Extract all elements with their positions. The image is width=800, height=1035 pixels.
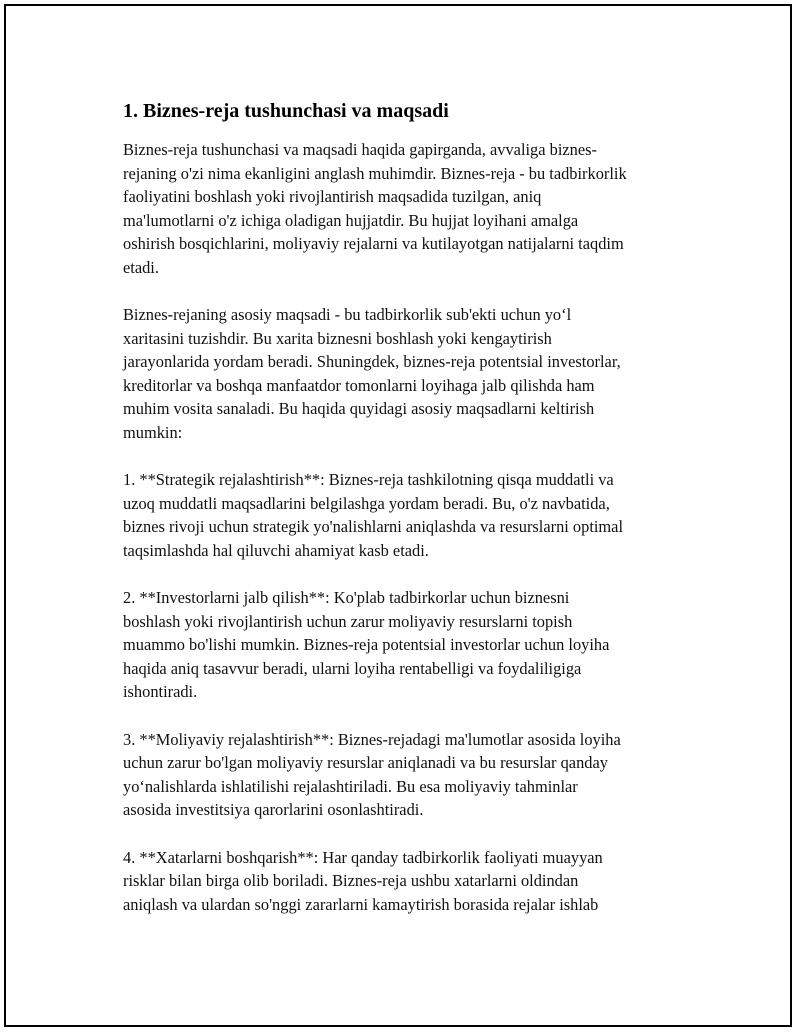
text-line: uchun zarur bo'lgan moliyaviy resurslar aniqlanadi va bu resurslar qanday bbox=[123, 753, 608, 772]
text-line: 2. **Investorlarni jalb qilish**: Ko'plab tadbirkorlar uchun biznesni bbox=[123, 588, 570, 607]
text-line: asosida investitsiya qarorlarini osonlashtiradi. bbox=[123, 800, 424, 819]
paragraph-intro bbox=[123, 138, 693, 279]
section-heading: 1. Biznes-reja tushunchasi va maqsadi bbox=[123, 100, 449, 122]
text-line: jarayonlarida yordam beradi. Shuningdek, biznes-reja potentsial investorlar, bbox=[123, 352, 621, 371]
page-frame bbox=[4, 4, 792, 1027]
text-line: ishontiradi. bbox=[123, 682, 198, 701]
text-line: 3. **Moliyaviy rejalashtirish**: Biznes-rejadagi ma'lumotlar asosida loyiha bbox=[123, 729, 621, 749]
text-line: xaritasini tuzishdir. Bu xarita biznesni boshlash yoki kengaytirish bbox=[123, 328, 552, 348]
text-line: biznes rivoji uchun strategik yo'nalishlarni aniqlashda va resurslarni optimal bbox=[123, 517, 624, 536]
text-line: haqida aniq tasavvur beradi, ularni loyiha rentabelligi va foydaliligiga bbox=[123, 658, 582, 678]
text-line: muammo bo'lishi mumkin. Biznes-reja potentsial investorlar uchun loyiha bbox=[123, 635, 610, 654]
text-line: 4. **Xatarlarni boshqarish**: Har qanday tadbirkorlik faoliyati muayyan bbox=[123, 847, 603, 867]
text-line: Biznes-reja tushunchasi va maqsadi haqida gapirganda, avvaliga biznes- bbox=[123, 140, 597, 159]
text-line: boshlash yoki rivojlantirish uchun zarur moliyaviy resurslarni topish bbox=[123, 611, 573, 631]
text-line: Biznes-rejaning asosiy maqsadi - bu tadbirkorlik sub'ekti uchun yo‘l bbox=[123, 305, 572, 324]
text-line: ma'lumotlarni o'z ichiga oladigan hujjatdir. Bu hujjat loyihani amalga bbox=[123, 210, 579, 230]
text-line: etadi. bbox=[123, 257, 159, 277]
text-line: muhim vosita sanaladi. Bu haqida quyidagi asosiy maqsadlarni keltirish bbox=[123, 399, 595, 418]
text-line: taqsimlashda hal qiluvchi ahamiyat kasb etadi. bbox=[123, 540, 429, 560]
text-line: yo‘nalishlarda ishlatilishi rejalashtiriladi. Bu esa moliyaviy tahminlar bbox=[123, 776, 578, 796]
list-item-investors bbox=[123, 586, 693, 704]
list-item-financial-planning bbox=[123, 728, 693, 822]
text-line: mumkin: bbox=[123, 422, 183, 442]
list-item-strategic-planning bbox=[123, 468, 693, 562]
paragraph-purpose bbox=[123, 303, 693, 444]
text-line: faoliyatini boshlash yoki rivojlantirish maqsadida tuzilgan, aniq bbox=[123, 187, 542, 206]
document-body bbox=[123, 98, 693, 940]
text-line: 1. **Strategik rejalashtirish**: Biznes-reja tashkilotning qisqa muddatli va bbox=[123, 470, 614, 489]
text-line: risklar bilan birga olib boriladi. Biznes-reja ushbu xatarlarni oldindan bbox=[123, 871, 579, 890]
text-line: kreditorlar va boshqa manfaatdor tomonlarni loyihaga jalb qilishda ham bbox=[123, 375, 595, 395]
text-line: aniqlash va ulardan so'nggi zararlarni kamaytirish borasida rejalar ishlab bbox=[123, 894, 599, 914]
text-line: uzoq muddatli maqsadlarini belgilashga yordam beradi. Bu, o'z navbatida, bbox=[123, 493, 610, 513]
text-line: rejaning o'zi nima ekanligini anglash muhimdir. Biznes-reja - bu tadbirkorlik bbox=[123, 163, 627, 183]
list-item-risk-management bbox=[123, 846, 693, 917]
text-line: oshirish bosqichlarini, moliyaviy rejalarni va kutilayotgan natijalarni taqdim bbox=[123, 234, 624, 253]
